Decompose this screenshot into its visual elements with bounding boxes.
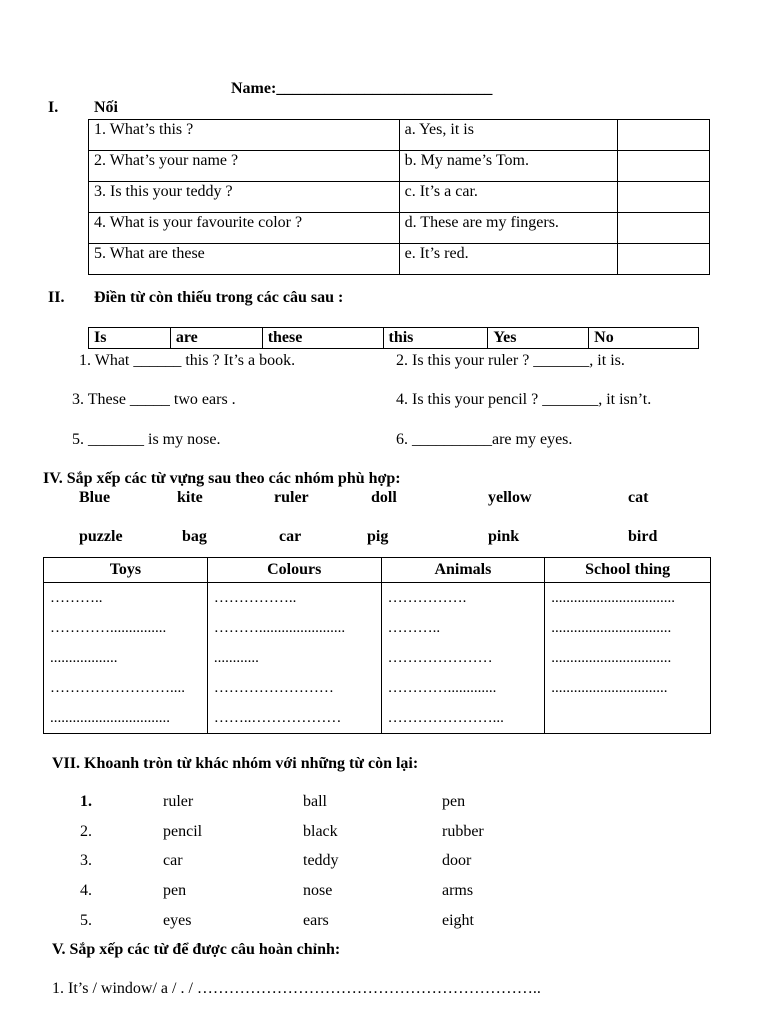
- match-blank-cell[interactable]: [618, 120, 710, 151]
- fill-sentence: 2. Is this your ruler ? _______, it is.: [396, 352, 625, 369]
- word-bank-item: these: [262, 328, 383, 349]
- answer-cell: e. It’s red.: [399, 244, 618, 275]
- odd-one-number: 2.: [80, 823, 92, 840]
- odd-one-word[interactable]: rubber: [442, 823, 484, 840]
- word-bank-item: are: [170, 328, 262, 349]
- blank-line: …………...............: [50, 620, 167, 636]
- vocab-word: yellow: [488, 489, 532, 506]
- fill-sentence: 3. These _____ two ears .: [72, 391, 236, 408]
- vocab-word: pig: [367, 528, 389, 545]
- odd-one-word[interactable]: nose: [303, 882, 333, 899]
- vocab-word: cat: [628, 489, 649, 506]
- sorting-table: [43, 557, 711, 734]
- answer-cell: a. Yes, it is: [399, 120, 618, 151]
- animals-column[interactable]: [381, 583, 545, 734]
- answer-cell: c. It’s a car.: [399, 182, 618, 213]
- blank-line: ………….............: [387, 680, 497, 696]
- odd-one-word[interactable]: pen: [442, 793, 466, 810]
- colours-column[interactable]: [207, 583, 381, 734]
- blank-line: ………..: [387, 620, 441, 636]
- odd-one-word[interactable]: eight: [442, 912, 474, 929]
- odd-one-number: 3.: [80, 852, 92, 869]
- table-row: [89, 120, 710, 151]
- odd-one-word[interactable]: door: [442, 852, 472, 869]
- sorting-header-row: [44, 558, 711, 583]
- blank-line: [551, 703, 704, 733]
- fill-sentence: 5. _______ is my nose.: [72, 431, 221, 448]
- word-bank: [88, 327, 699, 349]
- section-2-title: Điền từ còn thiếu trong các câu sau :: [94, 289, 344, 306]
- matching-table: [88, 119, 710, 275]
- blank-line: ..................: [50, 650, 118, 666]
- blank-line: ……………………: [213, 680, 334, 696]
- odd-one-word[interactable]: eyes: [163, 912, 192, 929]
- match-blank-cell[interactable]: [618, 244, 710, 275]
- fill-sentence: 4. Is this your pencil ? _______, it isn’t.: [396, 391, 652, 408]
- section-2-number: II.: [48, 289, 65, 306]
- vocab-word: bag: [182, 528, 207, 545]
- table-row: [89, 244, 710, 275]
- section-5-title: V. Sắp xếp các từ để được câu hoàn chỉnh:: [52, 941, 341, 958]
- word-bank-item: Is: [89, 328, 171, 349]
- blank-line: ...............................: [551, 680, 668, 696]
- odd-one-word[interactable]: ears: [303, 912, 329, 929]
- column-header-animals: Animals: [381, 558, 545, 583]
- fill-sentence: 6. __________are my eyes.: [396, 431, 573, 448]
- blank-line: ................................: [551, 650, 672, 666]
- odd-one-word[interactable]: black: [303, 823, 338, 840]
- section-7-title: VII. Khoanh tròn từ khác nhóm với những từ còn lại:: [52, 755, 419, 772]
- word-bank-item: this: [383, 328, 488, 349]
- blank-line: ………..: [50, 590, 103, 606]
- word-bank-item: Yes: [488, 328, 589, 349]
- school-thing-column[interactable]: [545, 583, 711, 734]
- blank-line: ............: [213, 650, 259, 666]
- odd-one-word[interactable]: car: [163, 852, 183, 869]
- blank-line: …………………...: [387, 710, 504, 726]
- vocab-word: kite: [177, 489, 203, 506]
- toys-column[interactable]: [44, 583, 208, 734]
- word-bank-item: No: [589, 328, 699, 349]
- question-cell: 4. What is your favourite color ?: [89, 213, 400, 244]
- blank-line: ................................: [551, 620, 672, 636]
- column-header-school-thing: School thing: [545, 558, 711, 583]
- reorder-item: 1. It’s / window/ a / . / ………………………………………………………..: [52, 980, 541, 997]
- table-row: [89, 182, 710, 213]
- odd-one-number: 5.: [80, 912, 92, 929]
- odd-one-word[interactable]: arms: [442, 882, 474, 899]
- table-row: [89, 151, 710, 182]
- odd-one-word[interactable]: ruler: [163, 793, 194, 810]
- blank-line: ……………..: [213, 590, 297, 606]
- blank-line: …………….: [387, 590, 467, 606]
- blank-line: ……………………....: [50, 680, 185, 696]
- column-header-toys: Toys: [44, 558, 208, 583]
- word-bank-row: [89, 328, 699, 349]
- vocab-word: car: [279, 528, 302, 545]
- name-label: Name:___________________________: [231, 80, 493, 97]
- answer-cell: d. These are my fingers.: [399, 213, 618, 244]
- fill-sentence: 1. What ______ this ? It’s a book.: [79, 352, 296, 369]
- question-cell: 5. What are these: [89, 244, 400, 275]
- question-cell: 2. What’s your name ?: [89, 151, 400, 182]
- vocab-word: Blue: [79, 489, 111, 506]
- table-row: [89, 213, 710, 244]
- section-4-title: IV. Sắp xếp các từ vựng sau theo các nhóm phù hợp:: [43, 470, 401, 487]
- odd-one-word[interactable]: ball: [303, 793, 327, 810]
- section-1-title: Nối: [94, 99, 118, 116]
- vocab-word: bird: [628, 528, 658, 545]
- vocab-word: pink: [488, 528, 520, 545]
- column-header-colours: Colours: [207, 558, 381, 583]
- sorting-body-row: [44, 583, 711, 734]
- vocab-word: doll: [371, 489, 397, 506]
- odd-one-word[interactable]: teddy: [303, 852, 339, 869]
- question-cell: 1. What’s this ?: [89, 120, 400, 151]
- match-blank-cell[interactable]: [618, 182, 710, 213]
- match-blank-cell[interactable]: [618, 151, 710, 182]
- section-1-number: I.: [48, 99, 59, 116]
- odd-one-word[interactable]: pencil: [163, 823, 203, 840]
- blank-line: ……..………………: [213, 710, 342, 726]
- vocab-word: ruler: [274, 489, 309, 506]
- blank-line: ……….......................: [213, 620, 346, 636]
- odd-one-number: 4.: [80, 882, 92, 899]
- answer-cell: b. My name’s Tom.: [399, 151, 618, 182]
- match-blank-cell[interactable]: [618, 213, 710, 244]
- blank-line: …………………: [387, 650, 493, 666]
- odd-one-number: 1.: [80, 793, 92, 810]
- blank-line: ................................: [50, 710, 170, 726]
- blank-line: .................................: [551, 590, 675, 606]
- question-cell: 3. Is this your teddy ?: [89, 182, 400, 213]
- vocab-word: puzzle: [79, 528, 123, 545]
- odd-one-word[interactable]: pen: [163, 882, 187, 899]
